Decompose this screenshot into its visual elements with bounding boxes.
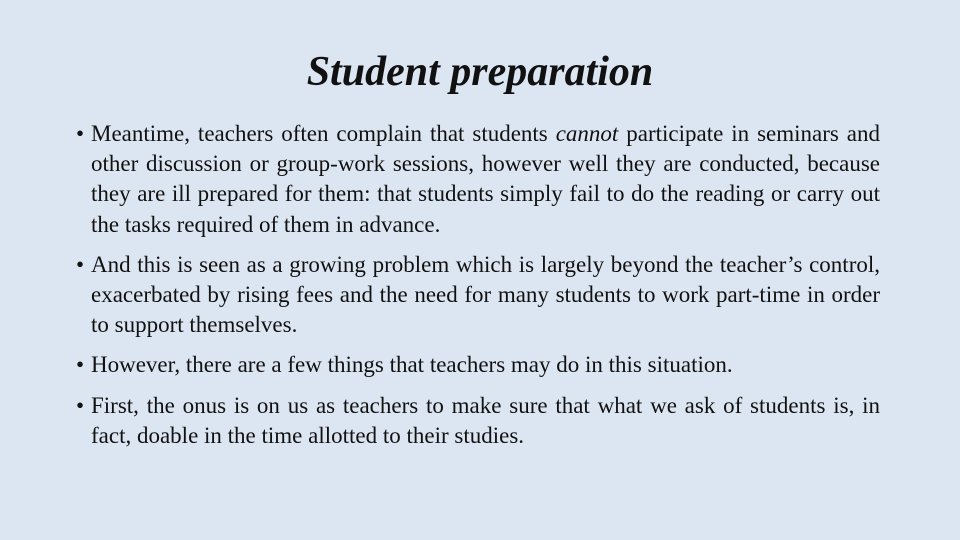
bullet-item-3 — [76, 350, 880, 380]
bullet-marker: • — [76, 352, 85, 378]
bullet-marker: • — [76, 251, 85, 277]
bullet-item-4 — [76, 391, 880, 451]
bullet-1-text-start: Meantime, teachers often complain that students — [91, 121, 556, 146]
bullet-marker: • — [76, 121, 85, 146]
bullet-list — [76, 119, 880, 461]
bullet-2-text: And this is seen as a growing problem which is largely beyond the teacher’s control, exacerbated by rising fees and the need for many students to work part-time in order to support themselves. — [91, 251, 880, 338]
bullet-marker: • — [76, 392, 85, 418]
bullet-item-2 — [76, 250, 880, 341]
bullet-1-text-end: participate in seminars and other discussion or group-work sessions, however well they are conducted, because they are ill prepared for them: that students simply fail to do the reading or carry out the tasks required of them in advance. — [91, 121, 880, 237]
bullet-item-1 — [76, 119, 880, 240]
bullet-1-emphasis: cannot — [555, 121, 619, 146]
slide-title: Student preparation — [306, 49, 654, 95]
bullet-4-text: First, the onus is on us as teachers to make sure that what we ask of students is, in fact, doable in the time allotted to their studies. — [91, 392, 880, 448]
bullet-3-text: However, there are a few things that teachers may do in this situation. — [91, 352, 733, 378]
